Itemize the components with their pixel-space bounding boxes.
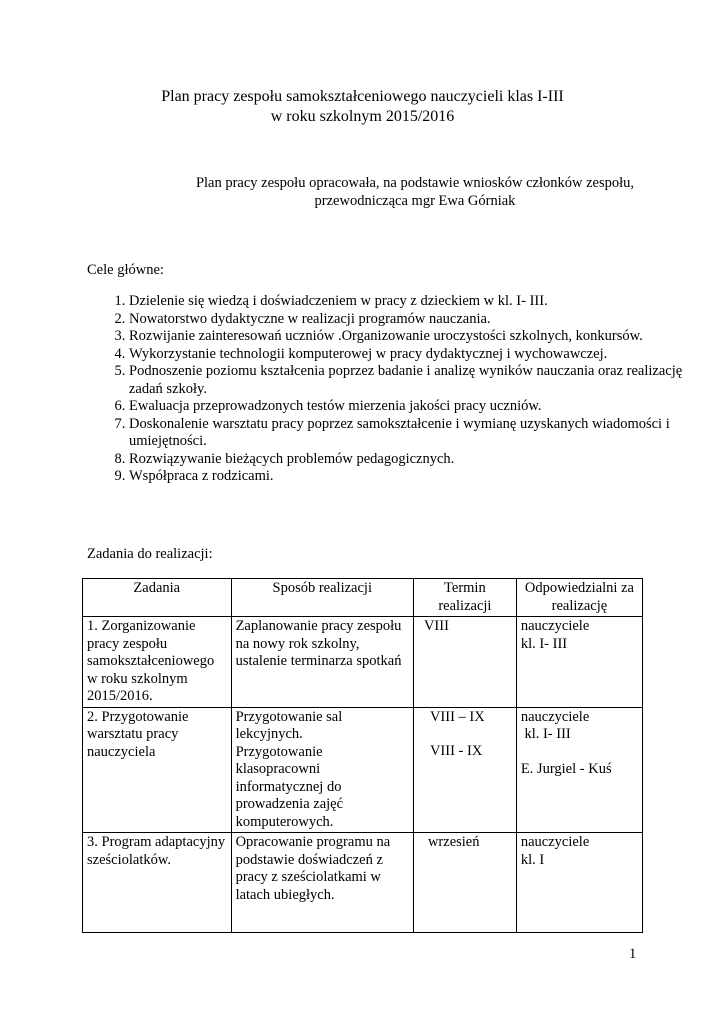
- table-row: [83, 617, 643, 708]
- document-subtitle: [190, 174, 640, 210]
- goals-heading: Cele główne:: [87, 262, 164, 278]
- responsible-text: kl. I- III: [520, 726, 571, 742]
- task-cell: 3. Program adaptacyjny sześciolatków.: [83, 833, 232, 933]
- subtitle-line-1: Plan pracy zespołu opracowała, na podstawie wniosków członków zespołu,: [195, 175, 635, 191]
- table-header-row: [83, 579, 643, 617]
- title-line-1: Plan pracy zespołu samokształceniowego nauczycieli klas I-III: [161, 88, 564, 105]
- goal-item: 6. Ewaluacja przeprowadzonych testów mierzenia jakości pracy uczniów.: [129, 398, 689, 416]
- column-header-task: Zadania: [83, 579, 232, 617]
- responsible-cell: [516, 617, 642, 708]
- goal-item: 1. Dzielenie się wiedzą i doświadczeniem w pracy z dzieckiem w kl. I- III.: [129, 293, 689, 311]
- tasks-heading: Zadania do realizacji:: [87, 546, 213, 562]
- responsible-text: kl. I- III: [520, 635, 568, 652]
- table-row: [83, 833, 643, 933]
- responsible-text: nauczyciele: [520, 834, 590, 850]
- task-cell: 1. Zorganizowanie pracy zespołu samokształceniowego w roku szkolnym 2015/2016.: [83, 617, 232, 708]
- responsible-text: nauczyciele: [520, 708, 590, 725]
- page-number: 1: [629, 946, 637, 962]
- table-row: [83, 707, 643, 833]
- goal-item: 2. Nowatorstwo dydaktyczne w realizacji programów nauczania.: [129, 311, 689, 329]
- term-cell: [413, 707, 516, 833]
- task-cell: 2. Przygotowanie warsztatu pracy nauczyciela: [83, 707, 232, 833]
- goals-list: [87, 293, 689, 486]
- tasks-table: [82, 578, 643, 933]
- method-cell: [231, 617, 413, 708]
- responsible-cell: [516, 707, 642, 833]
- method-text: Przygotowanie klasopracowni informatycznej do prowadzenia zajęć komputerowych.: [235, 743, 344, 830]
- term-text: VIII: [423, 618, 449, 634]
- term-cell: [413, 833, 516, 933]
- method-cell: [231, 833, 413, 933]
- column-header-responsible: Odpowiedzialni za realizację: [516, 579, 642, 617]
- responsible-cell: [516, 833, 642, 933]
- column-header-term: Termin realizacji: [413, 579, 516, 617]
- goal-item: 5. Podnoszenie poziomu kształcenia poprzez badanie i analizę wyników nauczania oraz realizację zadań szkoły.: [129, 363, 689, 398]
- responsible-text: nauczyciele: [520, 618, 590, 634]
- goal-item: 7. Doskonalenie warsztatu pracy poprzez samokształcenie i wymianę uzyskanych wiadomości i umiejętności.: [129, 416, 689, 451]
- term-text: VIII - IX: [429, 743, 483, 759]
- method-text: Przygotowanie sal lekcyjnych.: [235, 708, 343, 742]
- goal-item: 3. Rozwijanie zainteresowań uczniów .Organizowanie uroczystości szkolnych, konkursów.: [129, 328, 689, 346]
- column-header-method: Sposób realizacji: [231, 579, 413, 617]
- method-text: Opracowanie programu na podstawie doświadczeń z pracy z sześciolatkami w latach ubiegłych.: [235, 834, 391, 903]
- document-title: [0, 87, 725, 127]
- method-cell: [231, 707, 413, 833]
- responsible-text: E. Jurgiel - Kuś: [520, 760, 612, 777]
- term-cell: [413, 617, 516, 708]
- method-text: Zaplanowanie pracy zespołu na nowy rok szkolny, ustalenie terminarza spotkań: [235, 618, 402, 669]
- term-text: wrzesień: [427, 834, 480, 850]
- title-line-2: w roku szkolnym 2015/2016: [270, 108, 455, 125]
- responsible-text: kl. I: [520, 851, 545, 868]
- goal-item: 8. Rozwiązywanie bieżących problemów pedagogicznych.: [129, 451, 689, 469]
- goal-item: 9. Współpraca z rodzicami.: [129, 468, 689, 486]
- term-text: VIII – IX: [429, 708, 485, 725]
- goal-item: 4. Wykorzystanie technologii komputerowej w pracy dydaktycznej i wychowawczej.: [129, 346, 689, 364]
- subtitle-line-2: przewodnicząca mgr Ewa Górniak: [314, 193, 516, 209]
